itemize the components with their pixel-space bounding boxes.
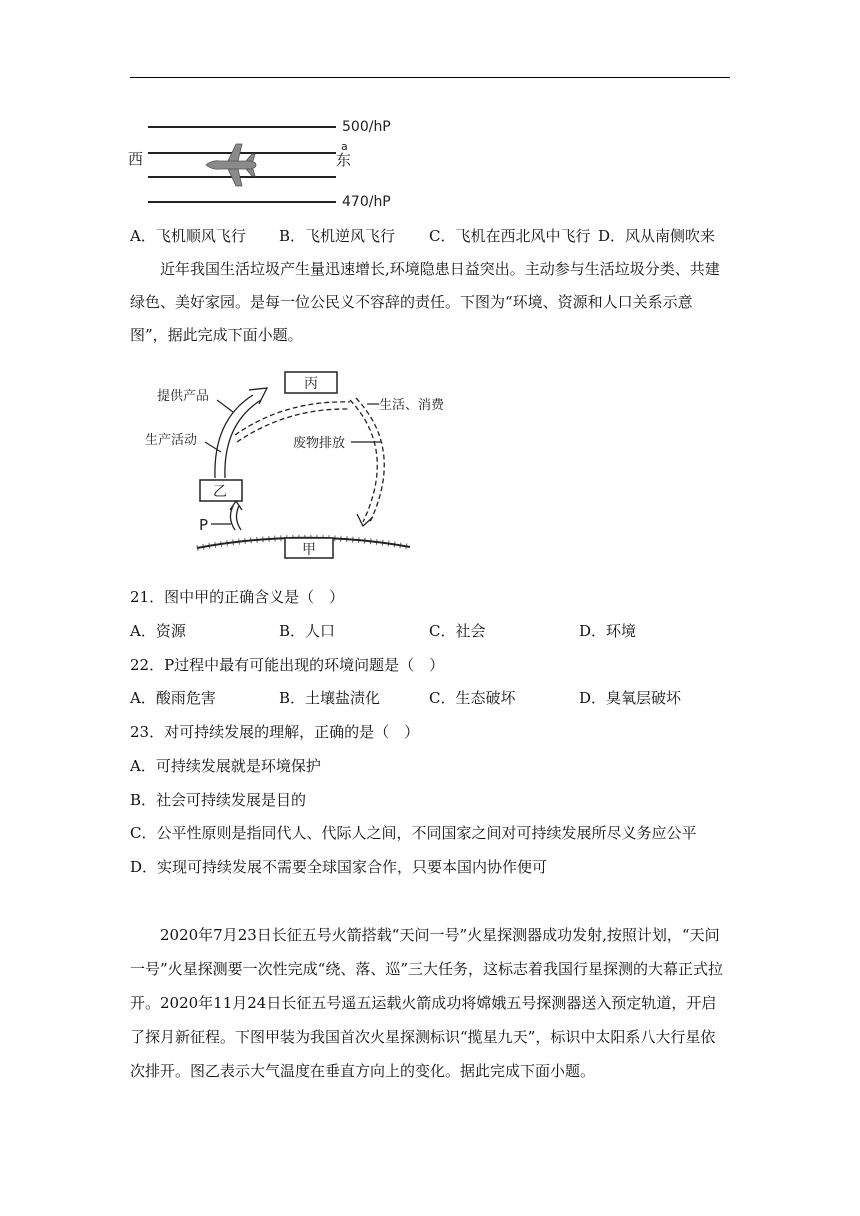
header-rule <box>130 77 730 78</box>
isobar-airplane-figure <box>128 110 398 210</box>
box-bing-label: 丙 <box>304 376 318 392</box>
q23-option-c: C．公平性原则是指同代人、代际人之间，不同国家之间对可持续发展所尽义务应公平 <box>130 824 697 842</box>
intro-paragraph-2 <box>130 918 730 1088</box>
q21-option-d: D．环境 <box>579 622 637 640</box>
q23-option-d: D．实现可持续发展不需要全球国家合作，只要本国内协作便可 <box>130 858 548 876</box>
q23-option-b: B．社会可持续发展是目的 <box>130 791 307 809</box>
prev-option-b: B．飞机逆风飞行 <box>279 227 396 245</box>
p-label: P <box>199 516 209 534</box>
q21-stem: 21．图中甲的正确含义是（ ） <box>130 588 345 606</box>
west-label: 西 <box>128 150 144 168</box>
intro-paragraph-1 <box>130 253 730 352</box>
label-waste: 废物排放 <box>293 436 346 451</box>
q22-option-c: C．生态破坏 <box>429 689 516 707</box>
prev-option-c: C．飞机在西北风中飞行 <box>429 227 591 245</box>
point-a-label: a <box>341 140 348 153</box>
q23-option-a: A．可持续发展就是环境保护 <box>130 757 321 775</box>
isobar-bottom-label: 470/hP <box>342 194 391 210</box>
label-production: 生产活动 <box>145 433 198 448</box>
environment-relationship-diagram <box>135 360 445 560</box>
box-jia-label: 甲 <box>302 542 316 558</box>
q22-stem: 22．P过程中最有可能出现的环境问题是（ ） <box>130 656 445 674</box>
intro-text-2: 2020年7月23日长征五号火箭搭载“天问一号”火星探测器成功发射,按照计划，“天问一号”火星探测要一次性完成“绕、落、巡”三大任务，这标志着我国行星探测的大幕正式拉开。2020年11月24日长征五号遥五运载火箭成功将嫦娥五号探测器送入预定轨道，开启了探月新征程。下图甲装为我国首次火星探测标识“揽星九天”，标识中太阳系八大行星依次排开。图乙表示大气温度在垂直方向上的变化。据此完成下面小题。 <box>130 926 724 1080</box>
q21-option-c: C．社会 <box>429 622 486 640</box>
q21-option-b: B．人口 <box>279 622 336 640</box>
q21-option-a: A．资源 <box>130 622 186 640</box>
q22-option-b: B．土壤盐渍化 <box>279 689 381 707</box>
q22-option-d: D．臭氧层破坏 <box>579 689 682 707</box>
airplane-icon <box>206 144 256 186</box>
label-products: 提供产品 <box>157 389 210 404</box>
prev-option-a: A．飞机顺风飞行 <box>130 227 246 245</box>
box-yi-label: 乙 <box>213 484 227 500</box>
east-label: 东 <box>336 151 352 169</box>
isobar-top-label: 500/hP <box>342 119 391 135</box>
prev-option-d: D．风从南侧吹来 <box>598 227 716 245</box>
q23-stem: 23．对可持续发展的理解，正确的是（ ） <box>130 723 420 741</box>
q22-option-a: A．酸雨危害 <box>130 689 216 707</box>
label-consumption: 生活、消费 <box>379 398 445 413</box>
intro-text-1: 近年我国生活垃圾产生量迅速增长,环境隐患日益突出。主动参与生活垃圾分类、共建绿色、美好家园。是每一位公民义不容辞的责任。下图为“环境、资源和人口关系示意图”，据此完成下面小题。 <box>130 260 720 344</box>
